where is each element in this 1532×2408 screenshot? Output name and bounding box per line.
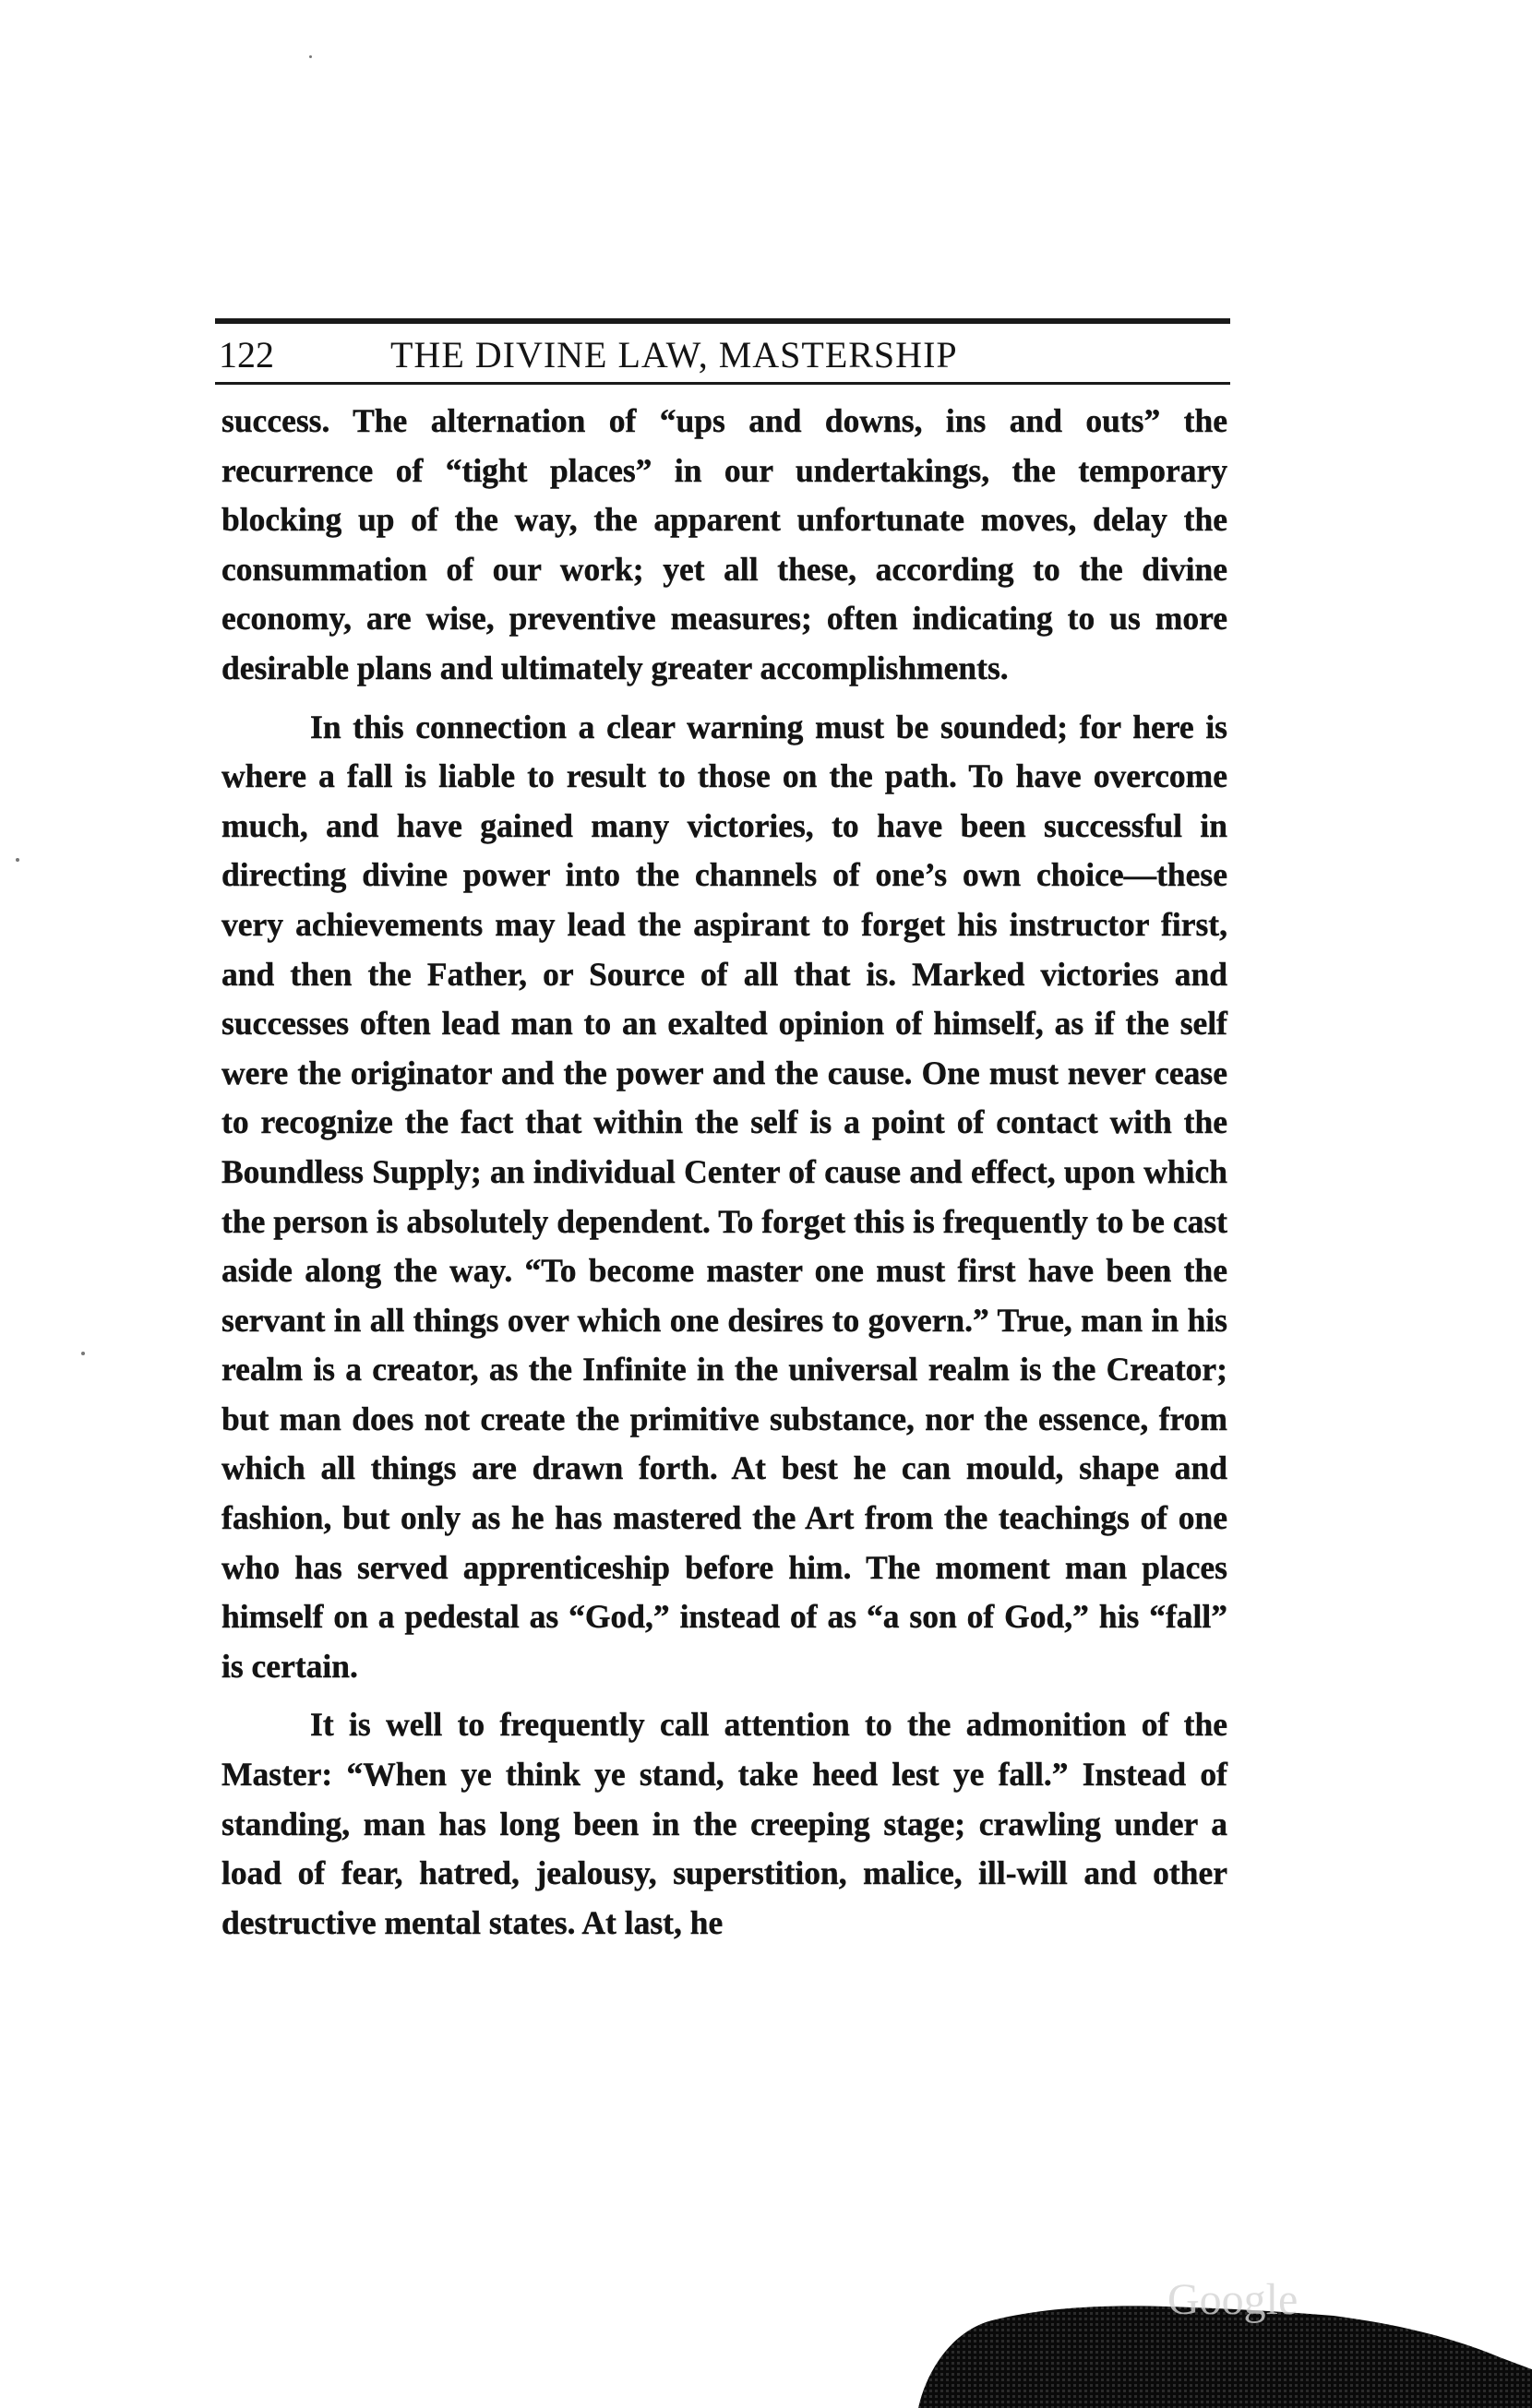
scan-speck	[16, 858, 19, 862]
body-text	[221, 397, 1227, 1948]
paragraph-continuation: success. The alternation of “ups and downs, ins and outs” the recurrence of “tight places” in our undertakings, the temporary blocking up of the way, the apparent unfortunate moves, delay the consummation of our work; yet all these, according to the divine economy, are wise, preventive measures; often indicating to us more desirable plans and ultimately greater accomplishments.	[221, 402, 1227, 686]
paragraph-warning: In this connection a clear warning must be sounded; for here is where a fall is liable to result to those on the path. To have overcome much, and have gained many victories, to have been successful in directing divine power into the channels of one’s own choice—these very achievements may lead the aspirant to forget his instructor first, and then the Father, or Source of all that is. Marked victories and successes often lead man to an exalted opinion of himself, as if the self were the originator and the power and the cause. One must never cease to recognize the fact that within the self is a point of contact with the Boundless Supply; an individual Center of cause and effect, upon which the person is absolutely dependent. To forget this is frequently to be cast aside along the way. “To become master one must first have been the servant in all things over which one desires to govern.” True, man in his realm is a creator, as the Infinite in the universal realm is the Creator; but man does not create the primitive substance, nor the essence, from which all things are drawn forth. At best he can mould, shape and fashion, but only as he has mastered the Art from the teachings of one who has served apprenticeship before him. The moment man places himself on a pedestal as “God,” instead of as “a son of God,” his “fall” is certain.	[221, 708, 1227, 1685]
scan-speck	[81, 1352, 85, 1355]
page-number: 122	[219, 334, 274, 376]
scan-speck	[309, 55, 312, 58]
running-head	[215, 332, 1230, 378]
paragraph-admonition: It is well to frequently call attention to the admonition of the Master: “When ye think ye stand, take heed lest ye fall.” Instead of standing, man has long been in the creeping stage; crawling under a load of fear, hatred, jealousy, superstition, malice, ill-will and other destructive mental states. At last, he	[221, 1706, 1227, 1941]
google-watermark-text: Google	[1167, 2279, 1299, 2324]
header-rule-bottom	[215, 382, 1230, 385]
running-title: THE DIVINE LAW, MASTERSHIP	[390, 334, 958, 376]
google-watermark-smudge	[891, 2279, 1532, 2408]
header-rule-top	[215, 318, 1230, 324]
